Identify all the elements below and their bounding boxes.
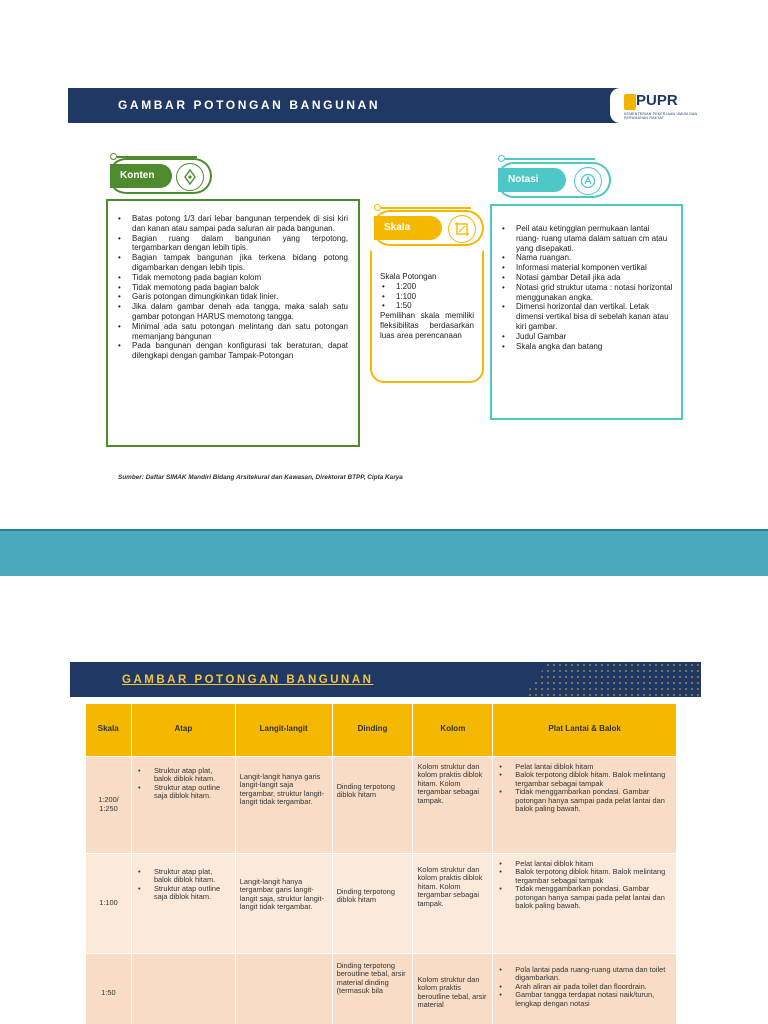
konten-box [106,199,360,447]
slide1-header [68,88,702,123]
slide2-header [70,662,701,697]
pen-nib-icon [176,163,204,191]
table-header-row [86,704,677,756]
list-item: • Arah aliran air pada toilet dan floordrain. [497,983,672,992]
skala-list [380,282,474,311]
list-item: • Notasi gambar Detail jika ada [500,273,673,283]
cell-dinding: Dinding terpotong diblok hitam [332,853,413,953]
cell-plat [493,853,677,953]
konten-list [116,214,348,361]
list-item: • 1:50 [380,301,474,311]
letter-a-badge-icon [574,167,602,195]
logo-subtitle: KEMENTERIAN PEKERJAAN UMUM DAN PERUMAHAN RAKYAT [624,112,698,120]
notasi-tag [496,162,611,198]
cell-atap [131,953,235,1024]
notasi-box [490,204,683,420]
list-item: • Pelat lantai diblok hitam [497,860,672,869]
list-item: • Bagian ruang dalam bangunan yang terpotong, tergambarkan dengan lebih tipis. [116,234,348,254]
header-skala: Skala [86,704,132,756]
cell-langit-langit: Langit-langit hanya garis langit-langit saja tergambar, struktur langit-langit tidak tergambar. [235,756,332,853]
list-item: • Pola lantai pada ruang-ruang utama dan toilet digambarkan. [497,966,672,983]
list-item: • Minimal ada satu potongan melintang dan satu potongan memanjang bangunan [116,322,348,342]
notasi-label: Notasi [498,168,566,192]
list-item: • Struktur atap outline saja diblok hitam. [136,885,231,902]
list-item: • Judul Gambar [500,332,673,342]
source-note: Sumber: Daftar SIMAK Mandiri Bidang Arsitekural dan Kawasan, Direktorat BTPP, Cipta Karya [118,474,403,481]
header-kolom: Kolom [413,704,493,756]
list-item: • Balok terpotong diblok hitam. Balok melintang tergambar sebagai tampak [497,868,672,885]
header-dinding: Dinding [332,704,413,756]
cell-atap [131,756,235,853]
list-item: • Struktur atap outline saja diblok hitam. [136,784,231,801]
header-atap: Atap [131,704,235,756]
konten-connector-dot [110,153,117,160]
konten-tag [108,158,212,194]
notasi-connector-line [505,158,595,160]
skala-box [370,250,484,383]
cell-langit-langit [235,953,332,1024]
list-item: • Jika dalam gambar denah ada tangga, maka salah satu gambar potongan HARUS memotong tangga. [116,302,348,322]
cell-skala: 1:100 [86,853,132,953]
slide2-title: GAMBAR POTONGAN BANGUNAN [122,674,374,686]
list-item: • Tidak menggambarkan pondasi. Gambar potongan hanya sampai pada pelat lantai dan balok paling bawah. [497,788,672,814]
cell-dinding: Dinding terpotong diblok hitam [332,756,413,853]
list-item: • Tidak menggambarkan pondasi. Gambar potongan hanya sampai pada pelat lantai dan balok paling bawah. [497,885,672,911]
cell-kolom: Kolom struktur dan kolom praktis diblok hitam. Kolom tergambar sebagai tampak. [413,853,493,953]
cell-kolom: Kolom struktur dan kolom praktis diblok hitam. Kolom tergambar sebagai tampak. [413,756,493,853]
pupr-logo [610,88,702,123]
skala-connector-line [381,207,471,209]
logo-text: PUPR [636,92,678,109]
list-item: • Bagian tampak bangunan jika terkena bidang potong digambarkan dengan lebih tipis. [116,253,348,273]
notasi-list [500,224,673,351]
list-item: • Notasi grid struktur utama : notasi horizontal menggunakan angka. [500,283,673,303]
list-item: • Pelat lantai diblok hitam [497,763,672,772]
list-item: • Tidak memotong pada bagian kolom [116,273,348,283]
cell-atap [131,853,235,953]
header-plat: Plat Lantai & Balok [493,704,677,756]
crop-frame-icon [448,215,476,243]
list-item: • Batas potong 1/3 dari lebar bangunan terpendek di sisi kiri dan kanan atau sampai pada saluran air pada bangunan. [116,214,348,234]
list-item: • 1:200 [380,282,474,292]
cell-plat [493,756,677,853]
cell-kolom: Kolom struktur dan kolom praktis beroutline tebal, arsir material [413,953,493,1024]
list-item: • Gambar tangga terdapat notasi naik/turun, lengkap dengan notasi [497,991,672,1008]
list-item: • Struktur atap plat, balok diblok hitam. [136,767,231,784]
list-item: • Struktur atap plat, balok diblok hitam. [136,868,231,885]
list-item: • Informasi material komponen vertikal [500,263,673,273]
list-item: • Garis potongan dimungkinkan tidak linier. [116,292,348,302]
table-row [86,853,677,953]
table-row [86,756,677,853]
header-langit-langit: Langit-langit [235,704,332,756]
list-item: • Peil atau ketinggian permukaan lantai ruang- ruang utama dalam satuan cm atau yang disepakati. [500,224,673,253]
table-row [86,953,677,1024]
skala-connector-dot [374,204,381,211]
cell-skala: 1:50 [86,953,132,1024]
skala-note: Pemilihan skala memiliki fleksibilitas berdasarkan luas area perencanaan [380,311,474,340]
konten-label: Konten [110,164,172,188]
list-item: • 1:100 [380,292,474,302]
list-item: • Nama ruangan. [500,253,673,263]
list-item: • Skala angka dan batang [500,342,673,352]
list-item: • Tidak memotong pada bagian balok [116,283,348,293]
slide1-title: GAMBAR POTONGAN BANGUNAN [118,98,381,112]
list-item: • Pada bangunan dengan konfigurasi tak beraturan, dapat dilengkapi dengan gambar Tampak-Potongan [116,341,348,361]
scale-table [85,704,677,1024]
cell-dinding: Dinding terpotong beroutline tebal, arsir material dinding (termasuk bila [332,953,413,1024]
skala-tag [372,210,484,246]
cell-plat [493,953,677,1024]
pupr-logo-mark-icon [624,94,636,110]
cell-langit-langit: Langit-langit hanya tergambar garis langit-langit saja, struktur langit-langit tidak tergambar. [235,853,332,953]
skala-label: Skala [374,216,442,240]
skala-heading: Skala Potongan [380,272,437,281]
separator-band [0,531,768,576]
notasi-connector-dot [498,155,505,162]
list-item: • Dimensi horizontal dan vertikal. Letak dimensi vertikal bisa di sebelah kanan atau kiri gambar. [500,302,673,331]
cell-skala: 1:200/ 1:250 [86,756,132,853]
list-item: • Balok terpotong diblok hitam. Balok melintang tergambar sebagai tampak [497,771,672,788]
